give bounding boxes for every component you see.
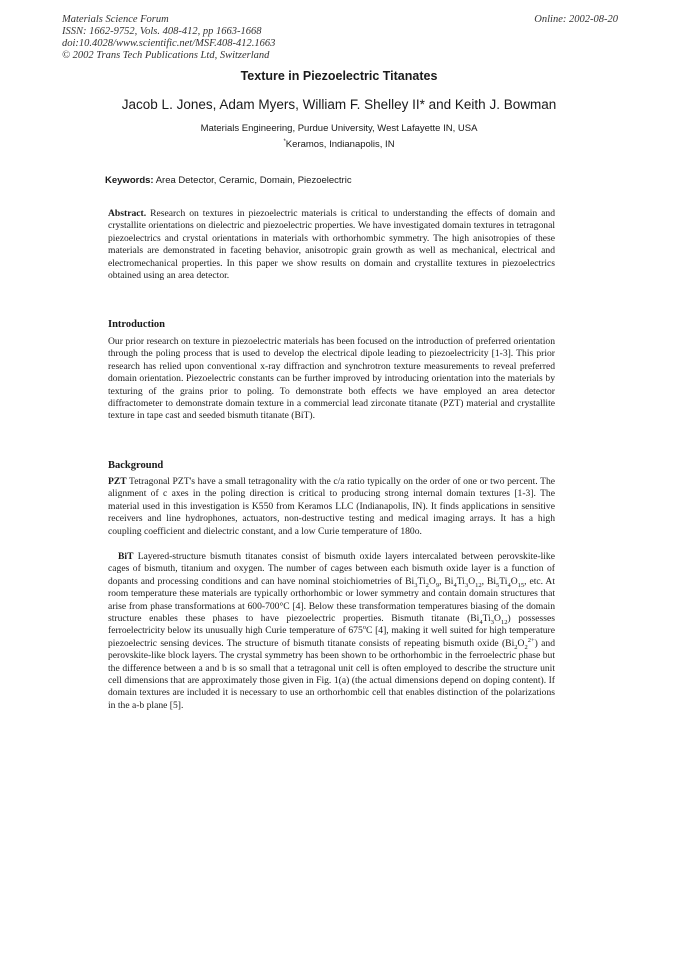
formula-bi3ti2o9: $Bi_3Ti_2O_9$ xyxy=(405,575,440,589)
bit-text-5: ) and perovskite-like block layers. The crystal symmetry has been shown to be orthorhombic in the ferroelectric phase but the difference between a and b is so small that a tetragonal unit cell is often employed to describe the structure unit cell dimensions that are approximately those given in Fig. 1(a) (the actual dimensions depend on doping content). If domain textures are included it is necessary to use an orthorhombic cell that enables distinction of the polarizations in the a-b plane [5]. xyxy=(108,637,555,711)
copyright-line: © 2002 Trans Tech Publications Ltd, Switzerland xyxy=(62,50,270,61)
pzt-label: PZT xyxy=(108,476,127,487)
paper-title: Texture in Piezoelectric Titanates xyxy=(240,69,438,83)
journal-header xyxy=(62,14,382,62)
introduction-heading: Introduction xyxy=(108,319,165,330)
background-heading: Background xyxy=(108,460,164,471)
formula-bi4ti3o12-inline: $Bi_4Ti_3O_{12}$ xyxy=(470,613,508,626)
bit-paragraph: BiT Layered-structure bismuth titanates consist of bismuth oxide layers intercalated between perovskite-like cages of bismuth, titanium and oxygen. The number of cages between each bismuth oxide layer is a function of dopants and processing conditions and can have nominal stoichiometries of $Bi_3Ti_2O_9$, $Bi_4Ti_3O_{12}$, $Bi_5Ti_4O_{15}$, etc. At room temperature these materials are typically orthorhombic or lower symmetry and contain domain structures that arise from phase transformations at 600-700°C [4]. Below these transformation temperatures biasing of the domain structure enables these phases to have piezoelectric properties. Bismuth titanate $(Bi_4Ti_3O_{12})$ possesses ferroelectricity below its unusually high Curie temperature of 675$^o$C [4], making it well suited for high temperature piezoelectric sensing devices. The structure of bismuth titanate consists of repeating bismuth oxide $(Bi_2O_2^{2+})$ and perovskite-like block layers. The crystal symmetry has been shown to be orthorhombic in the ferroelectric phase but the difference between a and b is so small that a tetragonal unit cell is often employed to describe the structure unit cell dimensions that are approximately those given in Fig. 1(a) (the actual dimensions depend on doping content). If domain textures are included it is necessary to use an orthorhombic cell that enables distinction of the polarizations in the a-b plane [5]. xyxy=(108,551,556,711)
doi-line[interactable]: doi:10.4028/www.scientific.net/MSF.408-412.1663 xyxy=(62,38,276,49)
formula-bi4ti3o12: $Bi_4Ti_3O_{12}$ xyxy=(444,575,482,589)
bit-text-3: ) possesses ferroelectricity below its unusually high Curie temperature of 675 xyxy=(108,613,555,637)
issn-line: ISSN: 1662-9752, Vols. 408-412, pp 1663-1668 xyxy=(62,26,262,37)
formula-bi2o2: $Bi_2O_2^{2+}$ xyxy=(505,636,535,651)
journal-name: Materials Science Forum xyxy=(62,14,169,25)
bit-text-2: , etc. At room temperature these materials are typically orthorhombic or lower symmetry and contain domain structures that arise from phase transformations at 600-700°C [4]. Below these transformation temperatures biasing of the domain structure enables these phases to have piezoelectric properties. Bismuth titanate ( xyxy=(108,575,556,625)
pzt-text: Tetragonal PZT's have a small tetragonality with the c/a ratio typically on the order of one or two percent. The alignment of c axes in the poling direction is critical to producing strong internal domain textures [1-3]. The material used in this investigation is K550 from Keramos LLC (Indianapolis, IN). It finds applications in sensitive receivers and line hydrophones, actuators, non-destructive testing and medical imaging arrays. It has a high coupling coefficient and dielectric constant, and a low Curie temperature of 180o. xyxy=(108,476,555,537)
keywords-text: Area Detector, Ceramic, Domain, Piezoelectric xyxy=(153,175,352,186)
bit-text-4: C [4], making it well suited for high temperature piezoelectric sensing devices. The structure of bismuth titanate consists of repeating bismuth oxide ( xyxy=(108,625,556,649)
affiliation-mark: * xyxy=(283,138,286,145)
bit-text-1: Layered-structure bismuth titanates consist of bismuth oxide layers intercalated between perovskite-like cages of bismuth, titanium and oxygen. The number of cages between each bismuth oxide layer is a function of dopants and processing conditions and can have nominal stoichiometries of xyxy=(108,551,555,587)
author-list: Jacob L. Jones, Adam Myers, William F. Shelley II* and Keith J. Bowman xyxy=(121,97,557,112)
degree-mark: o xyxy=(362,624,367,632)
affiliation-secondary xyxy=(0,139,678,150)
bit-label: BiT xyxy=(118,551,134,562)
abstract-section xyxy=(108,208,555,282)
introduction-section xyxy=(108,336,555,423)
keywords-line xyxy=(105,175,565,186)
formula-bi5ti4o15: $Bi_5Ti_4O_{15}$ xyxy=(486,575,525,589)
affiliation-secondary-text: Keramos, Indianapolis, IN xyxy=(285,139,395,150)
abstract-label: Abstract. xyxy=(108,208,147,219)
introduction-text: Our prior research on texture in piezoelectric materials has been focused on the introduction of preferred orientation through the poling process that is used to develop the electrical dipole leading to piezoelectricity [1-3]. This prior research has relied upon conventional x-ray diffraction and synchrotron texture measurements to reveal preferred domain orientation. Piezoelectric constants can be further improved by introducing orientation into the materials by texturing of the grains prior to poling. To demonstrate both effects we have employed an area detector diffractometer to demonstrate domain texture in a commercial lead zirconate titanate (PZT) material and crystallite texture in tape cast and seeded bismuth titanate (BiT). xyxy=(108,336,555,422)
affiliation-primary: Materials Engineering, Purdue University, West Lafayette IN, USA xyxy=(200,123,478,134)
online-date: Online: 2002-08-20 xyxy=(534,14,618,25)
abstract-text: Research on textures in piezoelectric materials is critical to understanding the effects of domain and crystallite orientations on dielectric and piezoelectric properties. We have investigated domain textures in tetragonal piezoelectrics and crystal orientations in materials with orthorhombic symmetry. The high anisotropies of these materials are demonstrated in faceting behavior, anisotropic grain growth as well as mechanical, electrical and electromechanical properties. In this paper we show results on domain and crystallite textures in piezoelectrics obtained using an area detector. xyxy=(108,208,555,282)
pzt-paragraph xyxy=(108,476,555,538)
keywords-label: Keywords: xyxy=(105,175,154,186)
